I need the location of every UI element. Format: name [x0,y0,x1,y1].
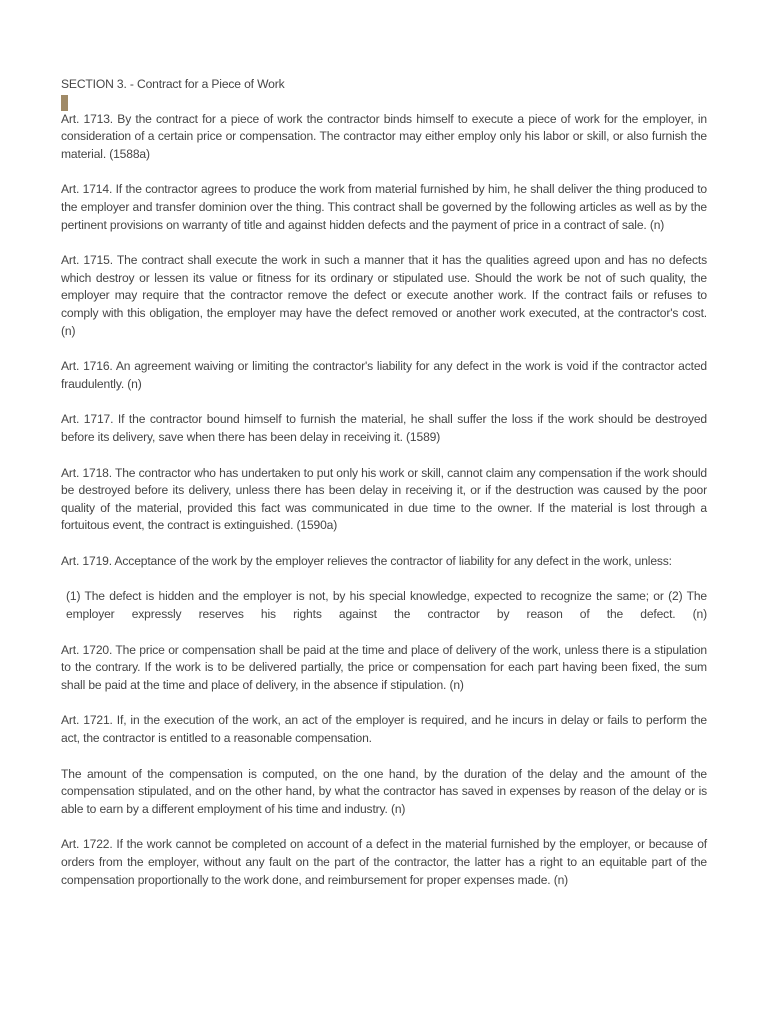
article-1716: Art. 1716. An agreement waiving or limiting the contractor's liability for any defect in the work is void if the contractor acted fraudulently. (n) [61,359,707,391]
article-1718: Art. 1718. The contractor who has undertaken to put only his work or skill, cannot claim any compensation if the work should be destroyed before its delivery, unless there has been delay in receiving it, or if the destruction was caused by the poor quality of the material, provided this fact was communicated in due time to the owner. If the material is lost through a fortuitous event, the contract is extinguished. (1590a) [61,465,707,533]
article-1721: Art. 1721. If, in the execution of the work, an act of the employer is required, and he incurs in delay or fails to perform the act, the contractor is entitled to a reasonable compensation. [61,713,707,746]
article-1713: Art. 1713. By the contract for a piece of work the contractor binds himself to execute a piece of work for the employer, in consideration of a certain price or compensation. The contractor may either employ only his labor or skill, or also furnish the material. (1588a) [61,111,707,161]
document-page [61,76,707,907]
article-1715: Art. 1715. The contract shall execute the work in such a manner that it has the qualities agreed upon and has no defects which destroy or lessen its value or fitness for its ordinary or stipulated use. Should the work be not of such quality, the employer may require that the contractor remove the defect or execute another work. If the contract fails or refuses to comply with this obligation, the employer may have the defect removed or another work executed, at the contractor's cost. (n) [61,253,707,338]
article-1722: Art. 1722. If the work cannot be completed on account of a defect in the material furnished by the employer, or because of orders from the employer, without any fault on the part of the contractor, the latter has a right to an equitable part of the compensation proportionally to the work done, and reimbursement for proper expenses made. (n) [61,837,707,887]
article-1719-conditions: (1) The defect is hidden and the employer is not, by his special knowledge, expected to recognize the same; or (2) The employer expressly reserves his rights against the contractor by reason of the defect. (n) [66,589,707,622]
article-1721-compensation: The amount of the compensation is computed, on the one hand, by the duration of the delay and the amount of the compensation stipulated, and on the other hand, by what the contractor has saved in expenses by reason of the delay or is able to earn by a different employment of his time and industry. (n) [61,766,707,816]
article-1717: Art. 1717. If the contractor bound himself to furnish the material, he shall suffer the loss if the work should be destroyed before its delivery, save when there has been delay in receiving it. (1589) [61,412,707,444]
article-1714: Art. 1714. If the contractor agrees to produce the work from material furnished by him, he shall deliver the thing produced to the employer and transfer dominion over the thing. This contract shall be governed by the following articles as well as by the pertinent provisions on warranty of title and against hidden defects and the payment of price in a contract of sale. (n) [61,182,707,232]
text-cursor-marker [61,95,68,111]
article-1720: Art. 1720. The price or compensation shall be paid at the time and place of delivery of the work, unless there is a stipulation to the contrary. If the work is to be delivered partially, the price or compensation for each part having been fixed, the sum shall be paid at the time and place of delivery, in the absence if stipulation. (n) [61,642,707,692]
section-title: SECTION 3. - Contract for a Piece of Work [61,77,285,91]
article-1719: Art. 1719. Acceptance of the work by the employer relieves the contractor of liability for any defect in the work, unless: [61,553,672,568]
